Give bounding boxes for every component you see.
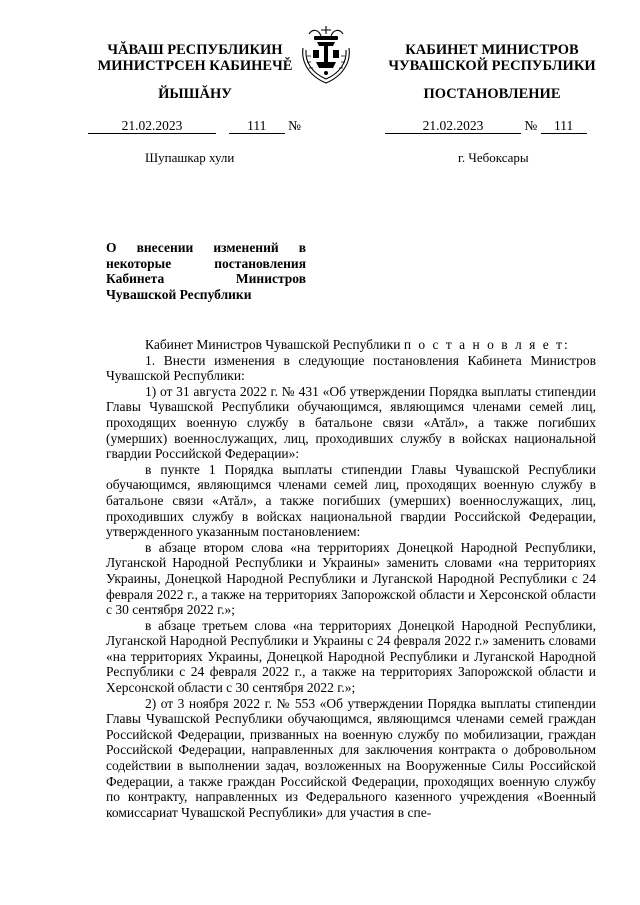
body-paragraph: в абзаце втором слова «на территориях Донецкой Народной Республики, Луганской Народной Республики и Украины» заменить словами «на территориях Украины, Донецкой Народной Республики и Луганской Народной Республики с 24 февраля 2022 г., а также на территориях Запорожской области и Херсонской области с 30 сентября 2022 г.»; [106,539,596,618]
intro-text: Кабинет Министров Чувашской Республики [145,337,401,352]
intro-paragraph [106,337,596,353]
body-paragraph: в пункте 1 Порядка выплаты стипендии Главы Чувашской Республики обучающимся, являющимся членами семей лиц, проходящих военную службу в батальоне связи «Атăл», а также погибших (умерших) военнослужащих, лиц, проходивших службу в войсках национальной гвардии Российской Федерации, утвержденного указанным постановлением: [106,461,596,540]
body-paragraph: 2) от 3 ноября 2022 г. № 553 «Об утверждении Порядка выплаты стипендии Главы Чувашской Республики обучающимся, являющимся членами семей граждан Российской Федерации, призванных на военную службу по мобилизации, граждан Российской Федерации, направленных для заключения контракта о добровольном содействии в выполнении задач, возложенных на Вооруженные Силы Российской Федерации, а также граждан Российской Федерации, проходящих военную службу по контракту, направленных из Федерального казенного учреждения «Военный комиссариат Чувашской Республики» для участия в спе- [106,695,596,820]
body-paragraph: 1. Внести изменения в следующие постановления Кабинета Министров Чувашской Республики: [106,352,596,384]
body-paragraph: в абзаце третьем слова «на территориях Донецкой Народной Республики, Луганской Народной Республики и Украины с 24 февраля 2022 г.» заменить словами «на территориях Украины, Донецкой Народной Республики и Луганской Народной Республики с 24 февраля 2022 г., а также на территориях Запорожской области и Херсонской области с 30 сентября 2022 г.»; [106,617,596,696]
header-right-line2: ЧУВАШСКОЙ РЕСПУБЛИКИ [388,58,596,74]
header-left [70,42,320,74]
header-right [372,42,612,74]
date-right: 21.02.2023 [385,119,521,134]
resolves-word: п о с т а н о в л я е т: [403,337,570,352]
date-number-left [88,118,318,134]
header-right-line1: КАБИНЕТ МИНИСТРОВ [405,42,579,58]
header-left-doc-type: ЙЫШĂНУ [158,86,232,102]
header-left-line1: ЧĂВАШ РЕСПУБЛИКИН [107,42,283,58]
date-left: 21.02.2023 [88,119,216,134]
header-right-doc-type: ПОСТАНОВЛЕНИЕ [423,86,561,102]
number-sign-left: № [288,118,302,133]
number-sign-right: № [524,118,538,133]
chuvash-coat-of-arms-icon [297,22,355,86]
document-subject: О внесении изменений в некоторые постановления Кабинета Министров Чувашской Республики [106,240,306,302]
number-left: 111 [229,119,285,134]
city-left: Шупашкар хули [145,150,235,165]
header-left-line2: МИНИСТРСЕН КАБИНЕЧĚ [97,58,293,74]
number-right: 111 [541,119,587,134]
document-body [106,337,596,820]
body-paragraph: 1) от 31 августа 2022 г. № 431 «Об утверждении Порядка выплаты стипендии Главы Чувашской Республики обучающимся, являющимся членами семей лиц, проходящих военную службу в батальоне связи «Атăл», а также погибших (умерших) военнослужащих, лиц, проходивших службу в войсках национальной гвардии Российской Федерации»: [106,383,596,462]
date-number-right [385,118,615,134]
city-right: г. Чебоксары [458,150,529,165]
